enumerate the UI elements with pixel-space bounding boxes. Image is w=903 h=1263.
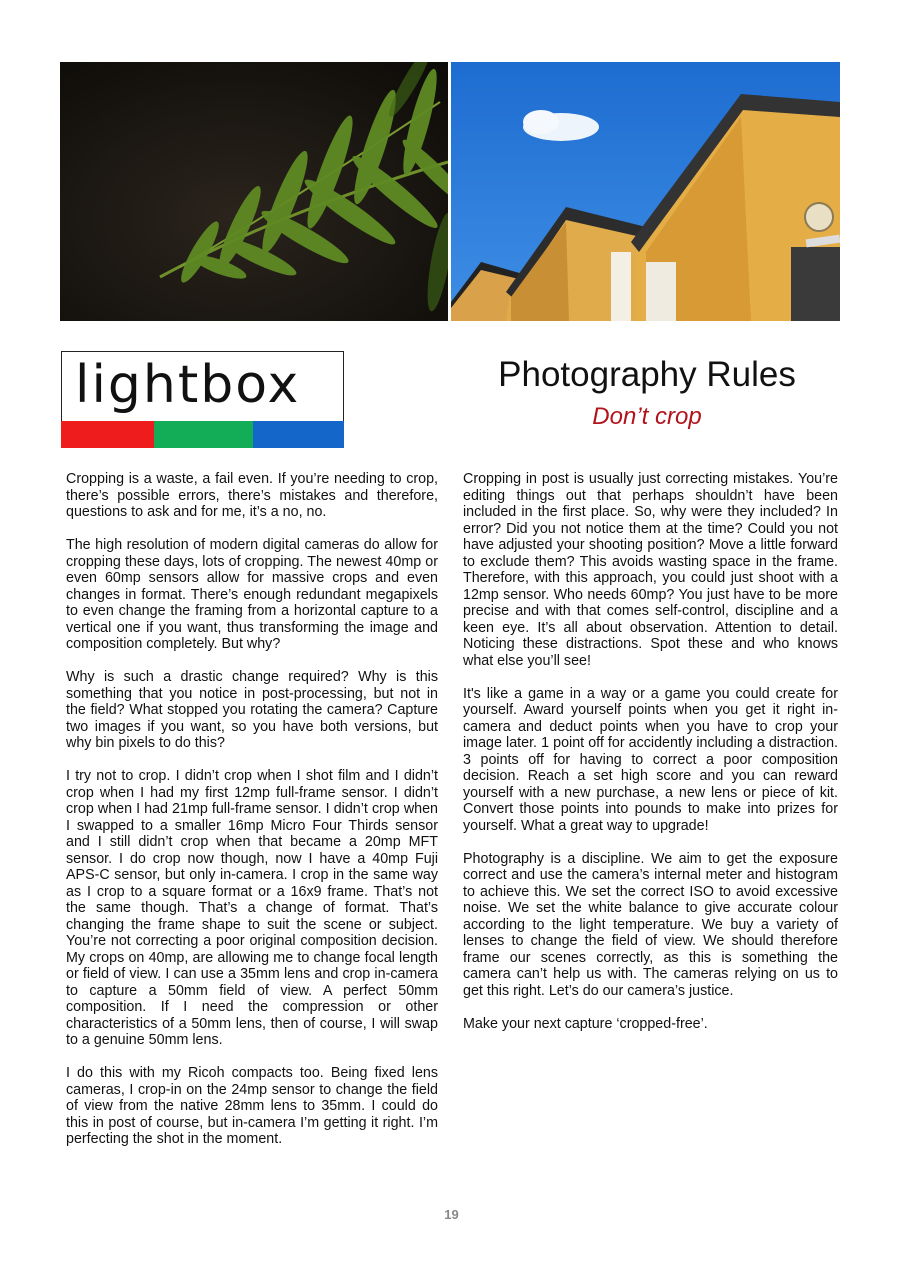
- paragraph: I do this with my Ricoh compacts too. Being fixed lens cameras, I crop-in on the 24mp sensor to change the field of view from the native 28mm lens to 35mm. I could do this in post of course, but in-camera I’m getting it right. I’m perfecting the shot in the moment.: [66, 1065, 438, 1147]
- page-number: 19: [444, 1207, 459, 1222]
- logo-text: lightbox: [75, 355, 301, 415]
- logo-color-bar: [61, 421, 344, 448]
- paragraph: Cropping in post is usually just correcting mistakes. You’re editing things out that perhaps shouldn’t have been included in the first place. So, why were they included? In error? Did you not notice them at the time? Could you not have adjusted your shooting position? Move a little forward to exclude them? This avoids wasting space in the frame. Therefore, with this approach, you could just shoot with a 12mp sensor. Who needs 60mp? You just have to be more precise and with that comes self-control, discipline and a keen eye. It’s all about observation. Attention to detail. Noticing these distractions. Spot these and who knows what else you’ll see!: [463, 471, 838, 669]
- lightbox-logo: [61, 351, 344, 421]
- logo-bar-blue: [253, 421, 344, 448]
- logo-bar-green: [154, 421, 253, 448]
- paragraph: It's like a game in a way or a game you could create for yourself. Award yourself points when you get it right in-camera and deduct points when you have to crop your image later. 1 point off for accidently including a distraction. 3 points off for having to correct a poor composition decision. Reach a set high score and you can reward yourself with a new purchase, a new lens or piece of kit. Convert those points into pounds to make into prizes for yourself. What a great way to upgrade!: [463, 685, 838, 834]
- paragraph: Make your next capture ‘cropped-free’.: [463, 1015, 708, 1032]
- paragraph: Cropping is a waste, a fail even. If you’re needing to crop, there’s possible errors, there’s mistakes and therefore, questions to ask and for me, it’s a no, no.: [66, 471, 438, 520]
- article-title: Photography Rules: [498, 355, 796, 394]
- article-subtitle: Don’t crop: [592, 403, 702, 430]
- paragraph: The high resolution of modern digital cameras do allow for cropping these days, lots of cropping. The newest 40mp or even 60mp sensors allow for massive crops and even changes in format. There’s enough redundant megapixels to even change the framing from a horizontal capture to a vertical one if you want, thus transforming the image and composition completely. But why?: [66, 537, 438, 652]
- paragraph: Photography is a discipline. We aim to get the exposure correct and use the camera’s internal meter and histogram to achieve this. We set the correct ISO to avoid excessive noise. We set the white balance to give accurate colour according to the light temperature. We buy a variety of lenses to change the field of view. We should therefore frame our scenes correctly, as this is something the camera can’t help us with. The cameras relying on us to get this right. Let’s do our camera’s justice.: [463, 850, 838, 999]
- beach-huts-photo: [451, 62, 840, 321]
- paragraph: I try not to crop. I didn’t crop when I shot film and I didn’t crop when I had my first 12mp full-frame sensor. I didn’t crop when I had 21mp full-frame sensor. I didn’t crop when I swapped to a smaller 16mp Micro Four Thirds sensor and I still didn’t crop when that became a 20mp MFT sensor. I do crop now though, now I have a 40mp Fuji APS-C sensor, but only in-camera. I crop in the same way as I crop to a square format or a 16x9 frame. That’s not the same though. That’s a change of format. That’s changing the frame shape to suit the scene or subject. You’re not correcting a poor original composition decision. My crops on 40mp, are allowing me to change focal length or field of view. I can use a 35mm lens and crop in-camera to capture a 50mm field of view. A perfect 50mm composition. If I need the compression or other characteristics of a 50mm lens, then of course, I will swap to a genuine 50mm lens.: [66, 768, 438, 1048]
- left-column: [66, 471, 438, 1164]
- right-column: [463, 471, 838, 1049]
- paragraph: Why is such a drastic change required? Why is this something that you notice in post-processing, but not in the field? What stopped you rotating the camera? Capture two images if you want, so you have both versions, but why bin pixels to do this?: [66, 669, 438, 751]
- fern-leaf-photo: [60, 62, 448, 321]
- logo-bar-red: [61, 421, 154, 448]
